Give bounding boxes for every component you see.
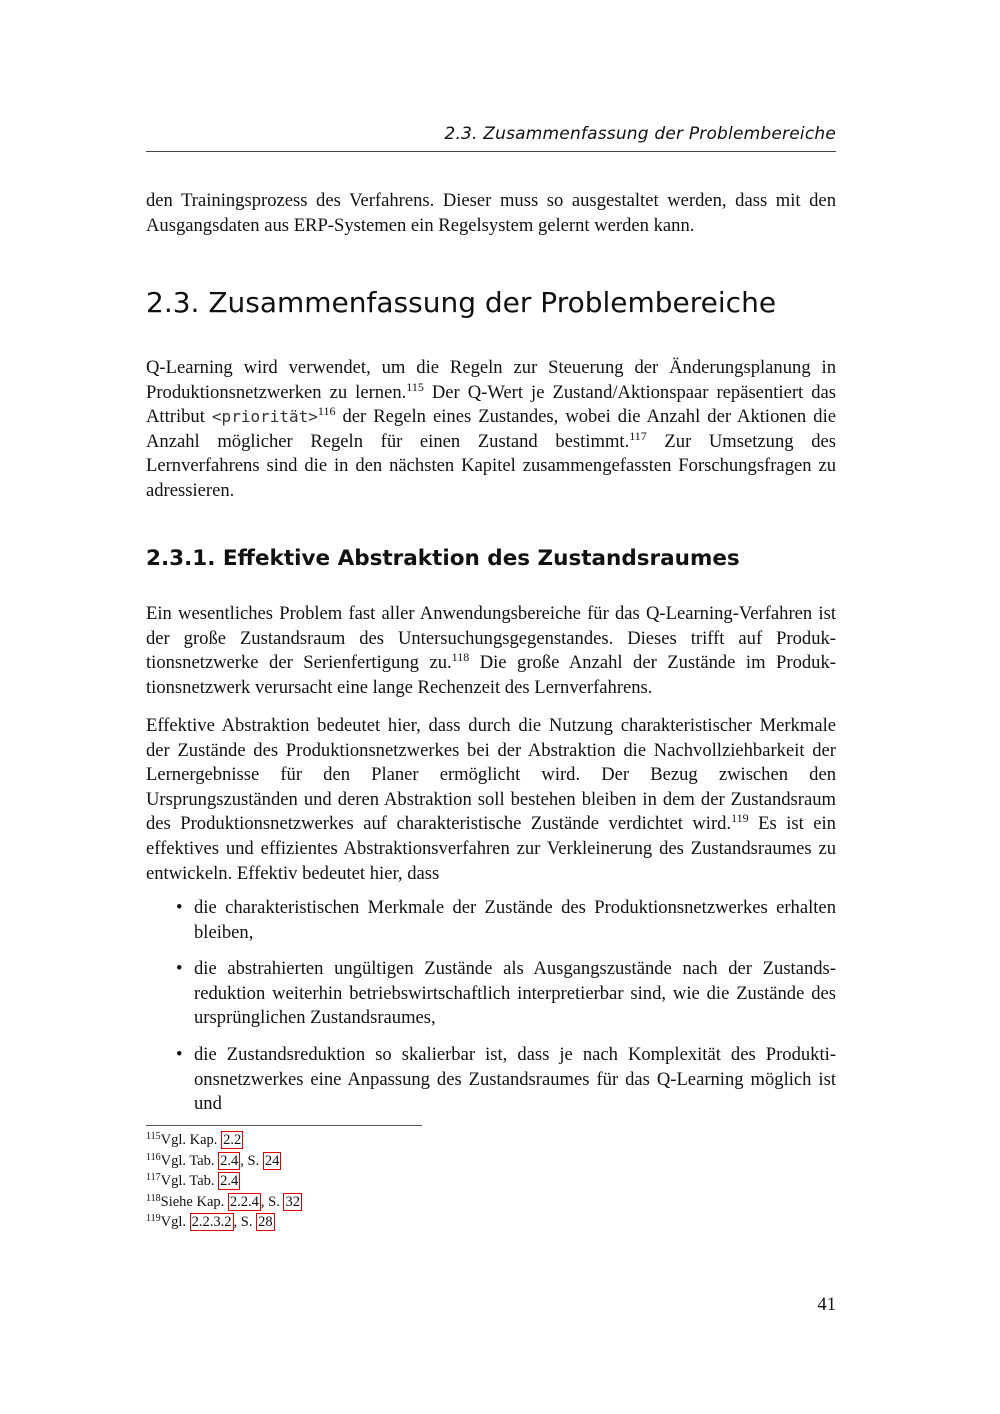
text-fragment: Ein wesentliches Problem fast aller Anwendungsbereiche für das Q-Learning-Verfahren ist der große Zustandsraum des Untersuchungsgegenstandes. Dieses trifft auf Produktionsnetzwerke der Serienfertigung zu. [146, 603, 836, 674]
page-number: 41 [817, 1294, 836, 1315]
footnote-text: Siehe Kap. [160, 1193, 228, 1210]
list-item [146, 896, 836, 945]
section-paragraph [146, 356, 836, 504]
page-reference-link[interactable]: 24 [264, 1152, 280, 1169]
intro-paragraph: den Trainingsprozess des Verfahrens. Dieser muss so ausgestaltet werden, dass mit den Ausgangsdaten aus ERP-Systemen ein Regelsystem gelernt werden kann. [146, 190, 836, 236]
footnote [146, 1212, 302, 1233]
footnote-marker[interactable]: 117 [629, 428, 647, 443]
footnote-number: 116 [146, 1151, 161, 1163]
footnote-text: Vgl. Tab. [160, 1173, 219, 1189]
subsection-heading: 2.3.1. Effektive Abstraktion des Zustandsraumes [146, 546, 740, 571]
text-fragment: Die große Anzahl der Zustände im Produktionsnetzwerk verursacht eine lange Rechenzeit des Lernverfahrens. [146, 652, 836, 698]
bullet-icon: • [176, 897, 183, 918]
page-reference-link[interactable]: 28 [258, 1214, 273, 1230]
text-fragment: Der Q-Wert je Zustand/Aktionspaar repäsentiert das Attribut [146, 381, 836, 428]
section-heading: 2.3. Zusammenfassung der Problembereiche [146, 286, 777, 319]
footnote [146, 1151, 302, 1172]
footnote-number: 117 [146, 1172, 161, 1183]
list-item [146, 1043, 836, 1117]
subsection-paragraph-2 [146, 714, 836, 886]
footnote-marker[interactable]: 118 [451, 650, 470, 665]
text-fragment: Effektive Abstraktion bedeutet hier, dass durch die Nutzung charakteristischer Merkmale der Zustände des Produktionsnetzwerkes bei der Abstraktion die Nachvollziehbarkeit der Lernergebnisse für den Planer ermöglicht wird. Der Bezug zwischen den Ursprungszuständen und deren Abstraktion soll bestehen bleiben in dem der Zustandsraum des Produktionsnetzwerkes auf charakteristische Zustände verdichtet wird. [146, 715, 836, 835]
footnotes [146, 1130, 302, 1233]
footnote-number: 115 [146, 1131, 161, 1142]
cross-reference-link[interactable]: 2.4 [220, 1173, 239, 1189]
footnote-separator: , S. [233, 1214, 257, 1230]
text-fragment: Es ist ein effektives und effizientes Abstraktionsverfahren zur Verkleinerung des Zustandsraumes zu entwickeln. Effektiv bedeutet hier, dass [146, 813, 836, 884]
list-item [146, 957, 836, 1031]
criteria-list [146, 896, 836, 1129]
text-fragment: der Regeln eines Zustandes, wobei die Anzahl der Aktionen die Anzahl möglicher Regeln für einen Zustand bestimmt. [146, 406, 836, 452]
footnote-text: Vgl. [160, 1214, 190, 1230]
footnote-marker[interactable]: 119 [731, 811, 749, 826]
footnote-text: Vgl. Tab. [160, 1152, 219, 1169]
subsection-paragraph-1 [146, 602, 836, 700]
footnote [146, 1192, 302, 1213]
header-rule [146, 151, 836, 152]
footnote [146, 1130, 302, 1151]
footnote-text: Vgl. Kap. [160, 1132, 222, 1148]
text-fragment: Q-Learning wird verwendet, um die Regeln zur Steuerung der Änderungsplanung in Produktionsnetzwerken zu lernen. [146, 357, 836, 403]
footnote-separator: , S. [260, 1193, 284, 1210]
footnote-separator: , S. [240, 1152, 263, 1169]
text-fragment: Zur Umsetzung des Lernverfahrens sind die in den nächsten Kapitel zusammengefassten Forschungsfragen zu adressieren. [146, 430, 836, 501]
list-item-text: die charakteristischen Merkmale der Zustände des Produktionsnetzwerkes erhalten bleiben, [194, 897, 836, 943]
bullet-icon: • [176, 958, 183, 980]
footnote-marker[interactable]: 116 [317, 404, 336, 419]
list-item-text: die abstrahierten ungültigen Zustände als Ausgangszustände nach der Zustandsreduktion weiterhin betriebswirtschaftlich interpretierbar sind, wie die Zustände des ursprünglichen Zustandsraumes, [194, 958, 836, 1029]
cross-reference-link[interactable]: 2.2.4 [229, 1193, 259, 1210]
running-header: 2.3. Zusammenfassung der Problembereiche [444, 124, 836, 144]
cross-reference-link[interactable]: 2.2 [223, 1132, 242, 1148]
code-attribute: <priorität> [211, 407, 318, 427]
page-reference-link[interactable]: 32 [285, 1193, 300, 1210]
list-item-text: die Zustandsreduktion so skalierbar ist, dass je nach Komplexität des Produktionsnetzwerkes eine Anpassung des Zustandsraumes für das Q-Learning möglich ist und [194, 1043, 836, 1115]
footnote-number: 119 [146, 1213, 161, 1224]
footnote [146, 1171, 302, 1192]
bullet-icon: • [176, 1043, 183, 1065]
cross-reference-link[interactable]: 2.4 [220, 1152, 239, 1169]
cross-reference-link[interactable]: 2.2.3.2 [191, 1214, 232, 1230]
footnote-number: 118 [146, 1192, 161, 1204]
footnote-rule [146, 1125, 422, 1126]
footnote-marker[interactable]: 115 [406, 379, 424, 394]
